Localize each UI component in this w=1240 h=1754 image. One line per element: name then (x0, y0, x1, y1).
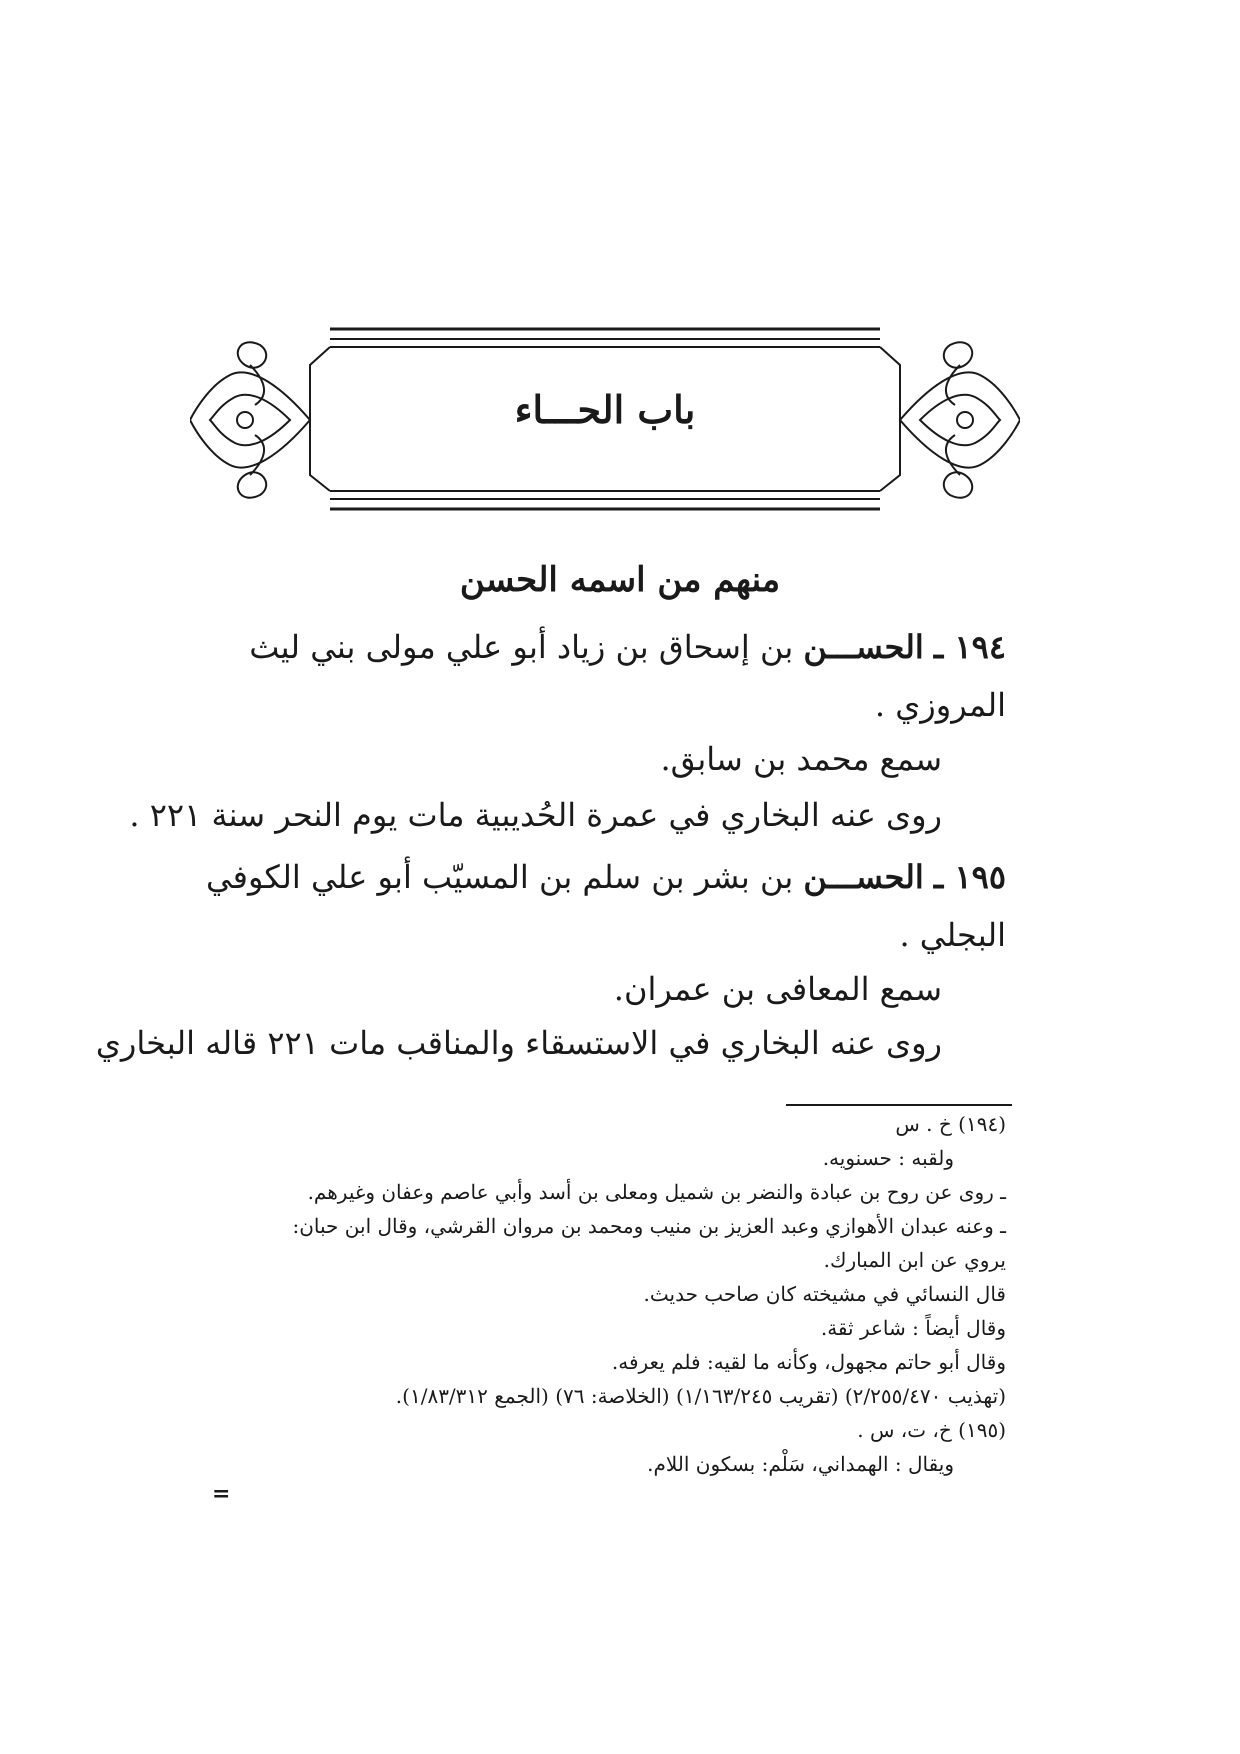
entry-number: ١٩٤ ـ (933, 628, 1006, 666)
entry-195-line-1 (206, 858, 1006, 896)
entry-name: الحســـن (803, 858, 924, 896)
entry-194-line-1 (249, 628, 1006, 666)
entry-lineage: بن بشر بن سلم بن المسيّب أبو علي الكوفي (206, 858, 794, 896)
ornamental-header (190, 325, 1020, 515)
footnote-line: قال النسائي في مشيخته كان صاحب حديث. (643, 1282, 1006, 1306)
chapter-title: باب الحـــاء (514, 387, 696, 432)
footnote-line: يروي عن ابن المبارك. (823, 1248, 1006, 1272)
footnote-line: ولقبه : حسنويه. (822, 1146, 954, 1170)
entry-194-heard: سمع محمد بن سابق. (660, 740, 942, 778)
entry-name: الحســـن (803, 628, 924, 666)
footnote-line: (١٩٥) خ، ت، س . (857, 1418, 1006, 1442)
entry-195-heard: سمع المعافى بن عمران. (613, 970, 942, 1008)
footnote-line: وقال أبو حاتم مجهول، وكأنه ما لقيه: فلم يعرفه. (611, 1350, 1006, 1374)
footnote-line: ـ وعنه عبدان الأهوازي وعبد العزيز بن منيب ومحمد بن مروان القرشي، وقال ابن حبان: (292, 1214, 1006, 1238)
entry-195-narrated: روى عنه البخاري في الاستسقاء والمناقب مات ٢٢١ قاله البخاري (95, 1024, 942, 1062)
footnote-line: ويقال : الهمداني، سَلْم: بسكون اللام. (647, 1452, 954, 1476)
entry-lineage: بن إسحاق بن زياد أبو علي مولى بني ليث (249, 628, 794, 666)
section-heading: منهم من اسمه الحسن (459, 560, 781, 600)
entry-number: ١٩٥ ـ (933, 858, 1006, 896)
entry-194-narrated: روى عنه البخاري في عمرة الحُديبية مات يوم النحر سنة ٢٢١ . (129, 796, 942, 834)
footnote-line: وقال أيضاً : شاعر ثقة. (820, 1316, 1006, 1340)
continuation-mark: = (212, 1481, 231, 1507)
entry-195-line-2: البجلي . (899, 916, 1006, 954)
entry-194-line-2: المروزي . (874, 686, 1006, 724)
footnote-line: ـ روى عن روح بن عبادة والنضر بن شميل ومعلى بن أسد وأبي عاصم وعفان وغيرهم. (307, 1180, 1006, 1204)
footnote-divider (786, 1104, 1012, 1106)
footnote-line: (١٩٤) خ . س (895, 1112, 1006, 1136)
footnote-line: (تهذيب ٢/٢٥٥/٤٧٠) (تقريب ١/١٦٣/٢٤٥) (الخلاصة: ٧٦) (الجمع ١/٨٣/٣١٢). (395, 1384, 1006, 1408)
